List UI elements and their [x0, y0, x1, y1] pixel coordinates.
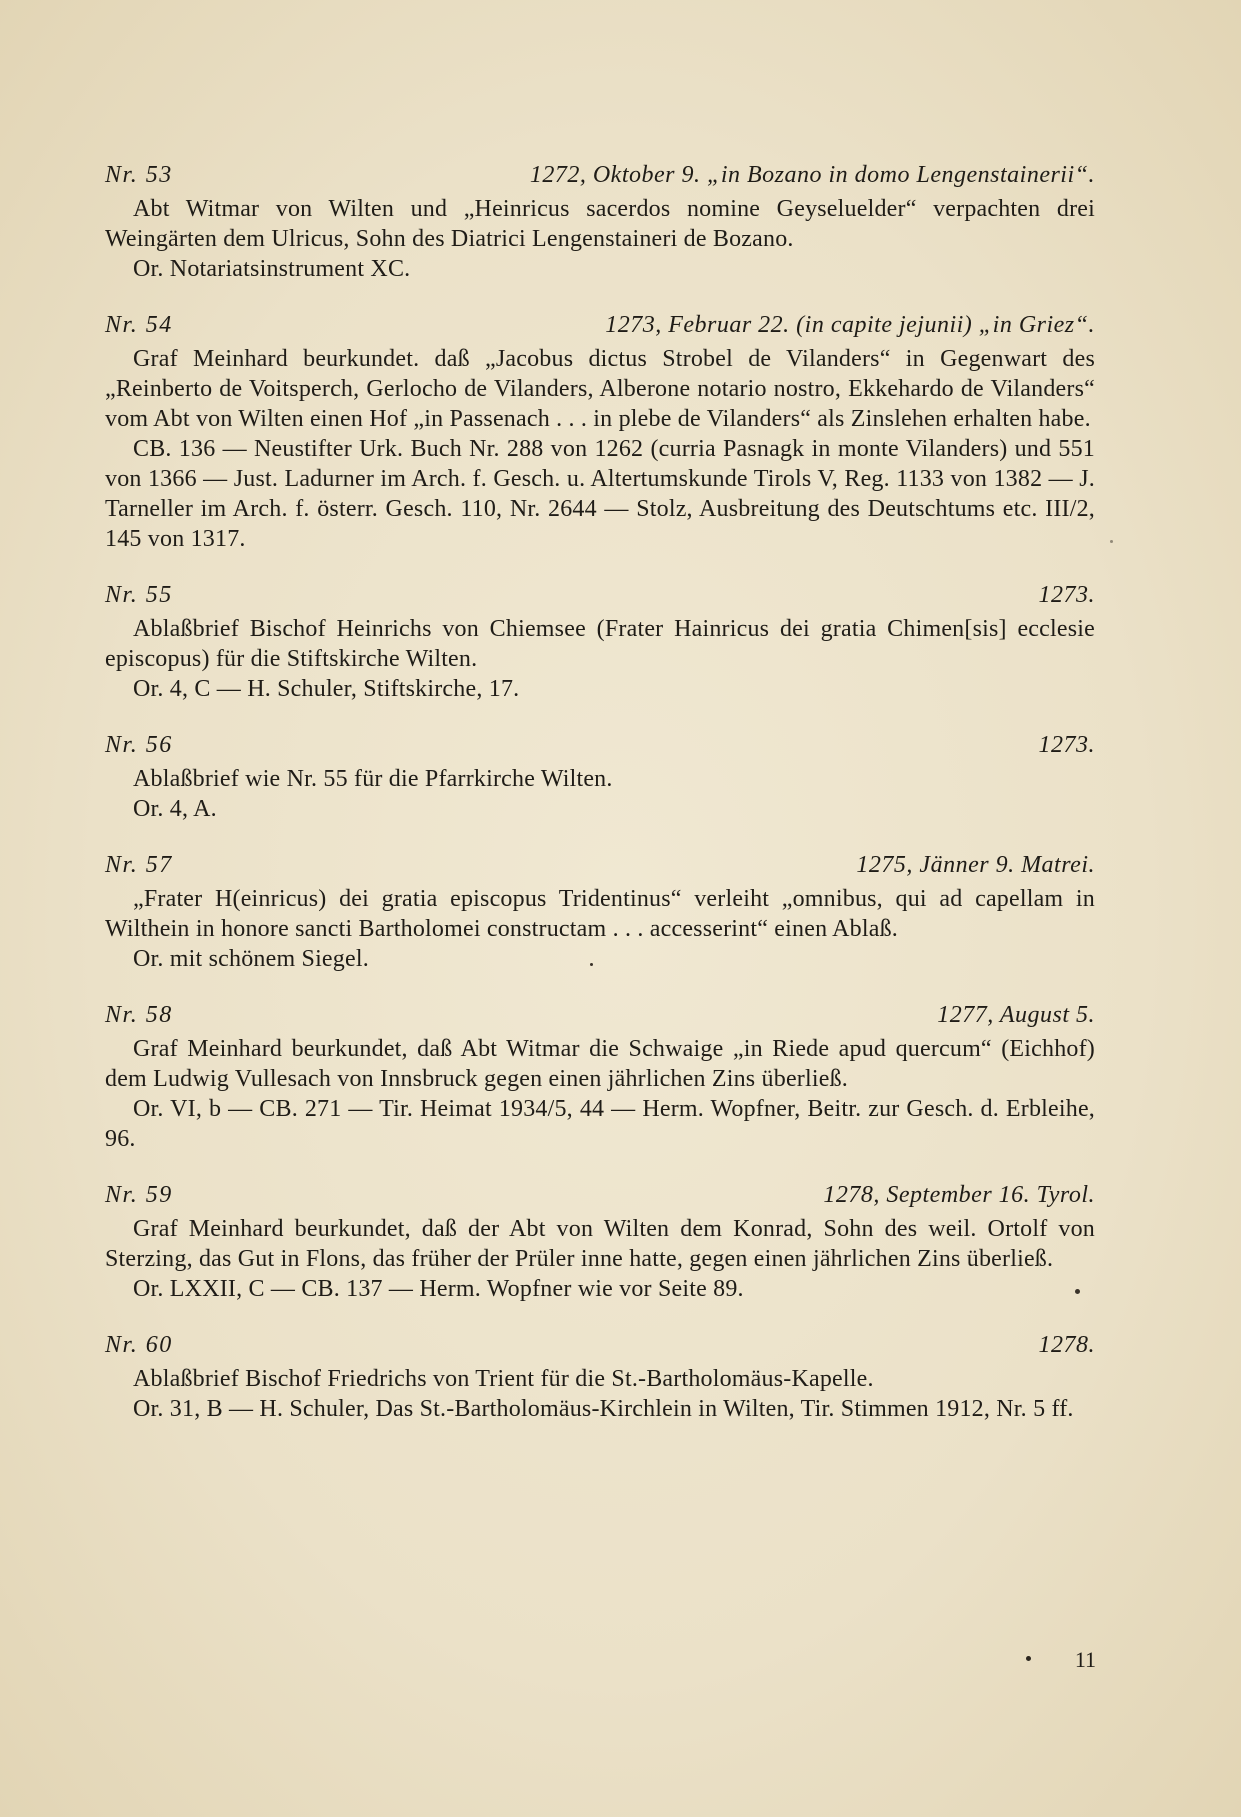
- entry-date: 1275, Jänner 9. Matrei.: [856, 852, 1095, 878]
- entry-summary: Graf Meinhard beurkundet, daß der Abt von Wilten dem Konrad, Sohn des weil. Ortolf von Sterzing, das Gut in Flons, das früher der Prüler inne hatte, gegen einen jährlichen Zins überließ.: [105, 1216, 1095, 1272]
- entry-heading: [105, 1180, 1095, 1210]
- entry-reference: Or. 31, B — H. Schuler, Das St.-Bartholomäus-Kirchlein in Wilten, Tir. Stimmen 1912, Nr. 5 ff.: [133, 1396, 1074, 1422]
- paper-speck: [1075, 1289, 1080, 1294]
- entry-date: 1273, Februar 22. (in capite jejunii) „in Griez“.: [605, 312, 1095, 338]
- document-page: [105, 160, 1095, 1450]
- entry-reference: CB. 136 — Neustifter Urk. Buch Nr. 288 von 1262 (curria Pasnagk in monte Vilanders) und 551 von 1366 — Just. Ladurner im Arch. f. Gesch. u. Altertumskunde Tirols V, Reg. 1133 von 1382 — J. Tarneller im Arch. f. österr. Gesch. 110, Nr. 2644 — Stolz, Ausbreitung des Deutschtums etc. III/2, 145 von 1317.: [105, 436, 1095, 552]
- entry-date: 1278.: [1038, 1332, 1095, 1358]
- entry-number: Nr. 57: [105, 852, 173, 878]
- entry-summary: Ablaßbrief Bischof Friedrichs von Trient für die St.-Bartholomäus-Kapelle.: [133, 1366, 874, 1392]
- entry-heading: [105, 310, 1095, 340]
- entry-54: [105, 310, 1095, 554]
- entry-heading: [105, 160, 1095, 190]
- entry-number: Nr. 56: [105, 732, 173, 758]
- entry-number: Nr. 58: [105, 1002, 173, 1028]
- entry-date: 1273.: [1038, 582, 1095, 608]
- entry-56: [105, 730, 1095, 824]
- entry-57: [105, 850, 1095, 974]
- entry-number: Nr. 55: [105, 582, 173, 608]
- entry-55: [105, 580, 1095, 704]
- entry-59: [105, 1180, 1095, 1304]
- entry-number: Nr. 53: [105, 162, 173, 188]
- entry-heading: [105, 1330, 1095, 1360]
- entry-summary: „Frater H(einricus) dei gratia episcopus Tridentinus“ verleiht „omnibus, qui ad capellam in Wilthein in honore sancti Bartholomei constructam . . . accesserint“ einen Ablaß.: [105, 886, 1095, 942]
- entry-53: [105, 160, 1095, 284]
- entry-reference: Or. VI, b — CB. 271 — Tir. Heimat 1934/5, 44 — Herm. Wopfner, Beitr. zur Gesch. d. Erbleihe, 96.: [105, 1096, 1095, 1152]
- entry-heading: [105, 850, 1095, 880]
- entry-reference: Or. 4, C — H. Schuler, Stiftskirche, 17.: [133, 676, 520, 702]
- entry-60: [105, 1330, 1095, 1424]
- entry-heading: [105, 730, 1095, 760]
- entry-reference: Or. 4, A.: [133, 796, 217, 822]
- entry-date: 1278, September 16. Tyrol.: [823, 1182, 1095, 1208]
- entry-reference: Or. Notariatsinstrument XC.: [133, 256, 411, 282]
- entry-summary: Abt Witmar von Wilten und „Heinricus sacerdos nomine Geyseluelder“ verpachten drei Weingärten dem Ulricus, Sohn des Diatrici Lengenstaineri de Bozano.: [105, 196, 1095, 252]
- ink-dot-mark: [1026, 1656, 1031, 1661]
- entry-date: 1277, August 5.: [937, 1002, 1095, 1028]
- entry-number: Nr. 60: [105, 1332, 173, 1358]
- entry-summary: Graf Meinhard beurkundet. daß „Jacobus dictus Strobel de Vilanders“ in Gegenwart des „Reinberto de Voitsperch, Gerlocho de Vilanders, Alberone notario nostro, Ekkehardo de Vilanders“ vom Abt von Wilten einen Hof „in Passenach . . . in plebe de Vilanders“ als Zinslehen erhalten habe.: [105, 346, 1095, 432]
- entry-heading: [105, 580, 1095, 610]
- entry-summary: Graf Meinhard beurkundet, daß Abt Witmar die Schwaige „in Riede apud quercum“ (Eichhof) dem Ludwig Vullesach von Innsbruck gegen einen jährlichen Zins überließ.: [105, 1036, 1095, 1092]
- entry-date: 1272, Oktober 9. „in Bozano in domo Lengenstainerii“.: [529, 162, 1095, 188]
- entry-number: Nr. 54: [105, 312, 173, 338]
- entry-heading: [105, 1000, 1095, 1030]
- entry-date: 1273.: [1038, 732, 1095, 758]
- entry-58: [105, 1000, 1095, 1154]
- entry-reference: Or. LXXII, C — CB. 137 — Herm. Wopfner wie vor Seite 89.: [133, 1276, 744, 1302]
- entry-number: Nr. 59: [105, 1182, 173, 1208]
- page-number: 11: [1074, 1647, 1096, 1672]
- entry-reference: Or. mit schönem Siegel.: [133, 946, 369, 972]
- entry-summary: Ablaßbrief wie Nr. 55 für die Pfarrkirche Wilten.: [133, 766, 613, 792]
- paper-speck: [590, 963, 593, 966]
- paper-speck: [1110, 540, 1113, 543]
- entry-summary: Ablaßbrief Bischof Heinrichs von Chiemsee (Frater Hainricus dei gratia Chimen[sis] ecclesie episcopus) für die Stiftskirche Wilten.: [105, 616, 1095, 672]
